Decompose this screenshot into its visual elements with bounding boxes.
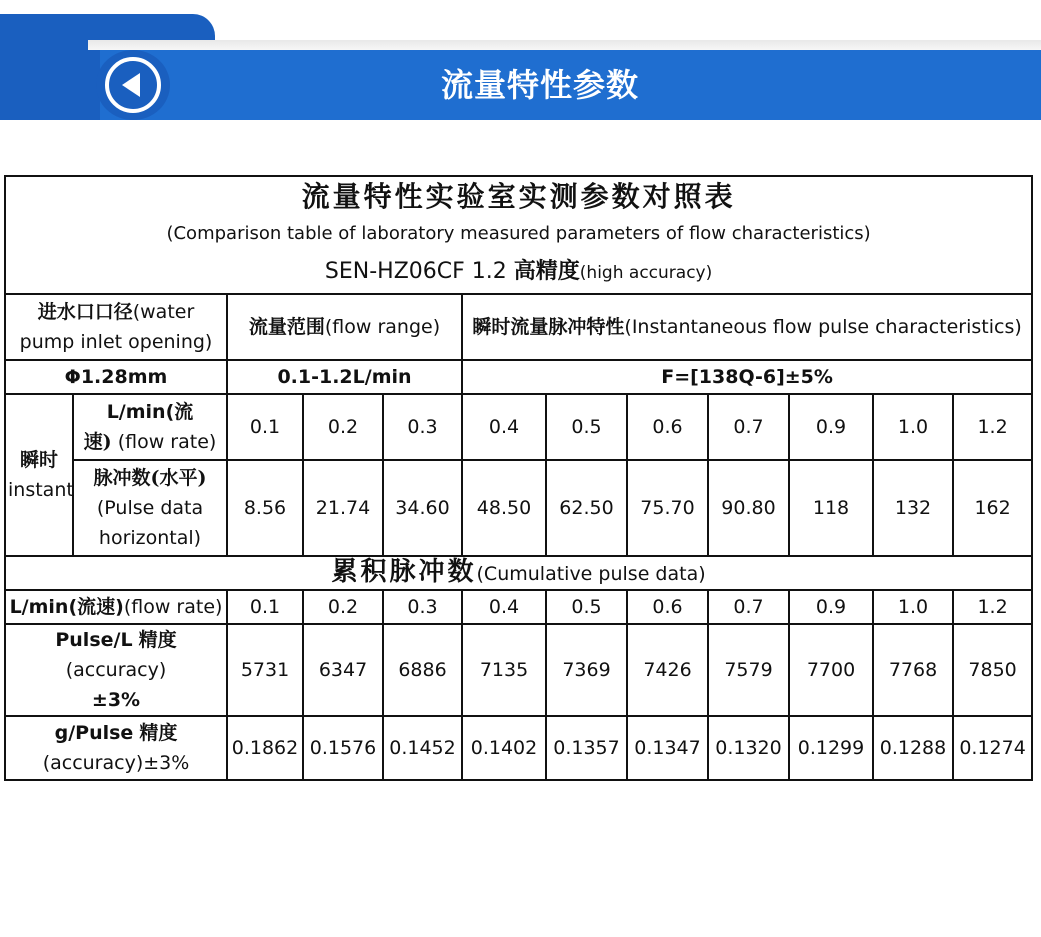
instant-label-en: instant: [8, 479, 74, 501]
pulse-per-liter-cell: 5731: [227, 624, 303, 716]
instant-pulse-label-cn: 脉冲数(水平): [93, 467, 207, 489]
instant-pulse-cell: 48.50: [462, 460, 546, 556]
pulse-header-en: (Instantaneous flow pulse characteristics): [624, 316, 1022, 338]
cumulative-flow-cell: 0.9: [789, 590, 873, 624]
table-title-cn: 流量特性实验室实测参数对照表: [301, 180, 736, 213]
grams-per-pulse-en: (accuracy)±3%: [42, 752, 190, 774]
pulse-per-liter-label: [5, 624, 227, 716]
grams-per-pulse-cell: 0.1288: [873, 716, 953, 780]
pulse-per-liter-tolerance: ±3%: [91, 689, 141, 711]
pulse-per-liter-cell: 7426: [627, 624, 708, 716]
instant-flow-cell: 0.9: [789, 394, 873, 460]
instant-pulse-cell: 162: [953, 460, 1032, 556]
inlet-header: [5, 294, 227, 360]
instant-pulse-cell: 62.50: [546, 460, 627, 556]
instant-flow-cell: 0.4: [462, 394, 546, 460]
instant-flow-label-b: 速): [83, 431, 112, 453]
pulse-per-liter-cell: 7135: [462, 624, 546, 716]
grams-per-pulse-label: [5, 716, 227, 780]
grams-per-pulse-cn: 精度: [139, 722, 178, 744]
pulse-per-liter-cell: 7700: [789, 624, 873, 716]
cumulative-flow-cell: 0.5: [546, 590, 627, 624]
flow-characteristics-table: [4, 175, 1033, 781]
range-header-en: (flow range): [324, 316, 441, 338]
instant-pulse-cell: 21.74: [303, 460, 383, 556]
cumulative-flow-cell: 0.3: [383, 590, 462, 624]
model-line: [8, 252, 1029, 292]
table-title-en: (Comparison table of laboratory measured parameters of flow characteristics): [166, 223, 871, 244]
cumulative-title: [5, 556, 1032, 590]
instant-pulse-label: [73, 460, 227, 556]
range-value: 0.1-1.2L/min: [227, 360, 462, 394]
pulse-per-liter-label-a: Pulse/L: [55, 629, 133, 651]
instant-flow-cell: 0.1: [227, 394, 303, 460]
instant-label: [5, 394, 73, 556]
instant-flow-cell: 0.2: [303, 394, 383, 460]
instant-flow-cell: 1.2: [953, 394, 1032, 460]
table-title-cell: [5, 176, 1032, 294]
grams-per-pulse-cell: 0.1576: [303, 716, 383, 780]
pulse-per-liter-cn: 精度: [138, 629, 177, 651]
instant-flow-cell: 0.7: [708, 394, 789, 460]
instant-flow-cell: 0.5: [546, 394, 627, 460]
cumulative-flow-label-cn: 流速: [77, 596, 116, 618]
pulse-per-liter-cell: 6347: [303, 624, 383, 716]
cumulative-flow-cell: 0.6: [627, 590, 708, 624]
pulse-per-liter-cell: 6886: [383, 624, 462, 716]
cumulative-flow-label-a: L/min(: [9, 596, 78, 618]
grams-per-pulse-cell: 0.1452: [383, 716, 462, 780]
header-banner-left: [0, 50, 100, 120]
instant-label-cn: 瞬时: [19, 449, 58, 471]
inlet-header-cn: 进水口口径: [37, 301, 133, 323]
grams-per-pulse-cell: 0.1402: [462, 716, 546, 780]
instant-pulse-cell: 34.60: [383, 460, 462, 556]
instant-flow-label: [73, 394, 227, 460]
instant-flow-label-en: (flow rate): [117, 431, 217, 453]
cumulative-flow-cell: 0.4: [462, 590, 546, 624]
inlet-header-en: (water pump inlet opening): [19, 301, 213, 353]
model-name: SEN-HZ06CF 1.2: [324, 259, 507, 284]
instant-flow-cell: 1.0: [873, 394, 953, 460]
inlet-value: Φ1.28mm: [5, 360, 227, 394]
cumulative-title-en: (Cumulative pulse data): [476, 563, 706, 585]
instant-flow-label-a: L/min(流: [106, 401, 194, 423]
instant-pulse-cell: 90.80: [708, 460, 789, 556]
pulse-per-liter-cell: 7850: [953, 624, 1032, 716]
instant-pulse-cell: 132: [873, 460, 953, 556]
grams-per-pulse-cell: 0.1357: [546, 716, 627, 780]
grams-per-pulse-cell: 0.1274: [953, 716, 1032, 780]
range-header: [227, 294, 462, 360]
accuracy-cn: 高精度: [513, 258, 580, 284]
cumulative-flow-cell: 0.7: [708, 590, 789, 624]
grams-per-pulse-cell: 0.1320: [708, 716, 789, 780]
range-header-cn: 流量范围: [248, 316, 325, 338]
pulse-per-liter-cell: 7768: [873, 624, 953, 716]
pulse-header-cn: 瞬时流量脉冲特性: [472, 316, 625, 338]
instant-pulse-cell: 118: [789, 460, 873, 556]
grams-per-pulse-cell: 0.1347: [627, 716, 708, 780]
formula-value: F=[138Q-6]±5%: [462, 360, 1032, 394]
cumulative-flow-label-b: ): [115, 596, 124, 618]
page-title: 流量特性参数: [440, 66, 639, 104]
back-button[interactable]: [96, 50, 170, 120]
instant-flow-cell: 0.3: [383, 394, 462, 460]
cumulative-title-cn: 累积脉冲数: [331, 557, 477, 587]
grams-per-pulse-cell: 0.1862: [227, 716, 303, 780]
accuracy-en: (high accuracy): [579, 263, 713, 283]
pulse-header: [462, 294, 1032, 360]
instant-flow-cell: 0.6: [627, 394, 708, 460]
pulse-per-liter-cell: 7579: [708, 624, 789, 716]
instant-pulse-cell: 8.56: [227, 460, 303, 556]
cumulative-flow-label: [5, 590, 227, 624]
instant-pulse-label-en: (Pulse data horizontal): [96, 497, 204, 549]
cumulative-flow-label-en: (flow rate): [123, 596, 223, 618]
pulse-per-liter-cell: 7369: [546, 624, 627, 716]
cumulative-flow-cell: 0.1: [227, 590, 303, 624]
grams-per-pulse-label-a: g/Pulse: [54, 722, 134, 744]
instant-pulse-cell: 75.70: [627, 460, 708, 556]
pulse-per-liter-en: (accuracy): [65, 659, 167, 681]
grams-per-pulse-cell: 0.1299: [789, 716, 873, 780]
cumulative-flow-cell: 0.2: [303, 590, 383, 624]
back-arrow-icon: [104, 56, 162, 114]
cumulative-flow-cell: 1.2: [953, 590, 1032, 624]
cumulative-flow-cell: 1.0: [873, 590, 953, 624]
